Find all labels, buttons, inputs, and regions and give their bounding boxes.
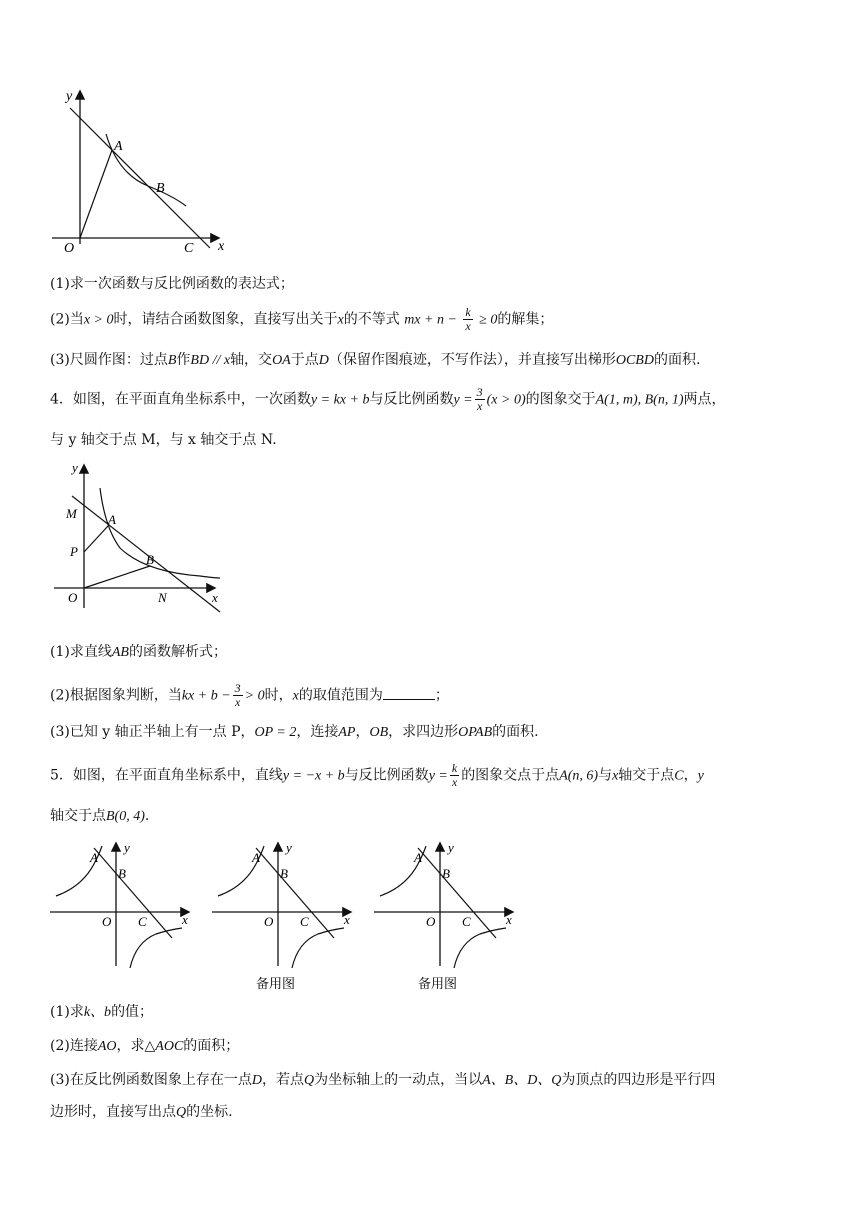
q5-intro: 5．如图，在平面直角坐标系中，直线y = −x + b与反比例函数y = $\frac{k}{x}$ 的图象交点于点A(n, 6)与x轴交于点C，y [50,761,704,789]
q4-part2: (2)根据图象判断，当kx + b − $\frac{3}{x}$ > 0时，x的取值范围为 ； [50,681,449,709]
q4-part1: (1)求直线AB的函数解析式； [50,644,227,660]
line-ac [70,108,210,248]
figure-q3-graph [48,84,238,256]
svg-text:x: x [344,912,350,927]
svg-text:O: O [68,590,78,605]
fraction-k-over-x: $\frac{k}{x}$ [465,305,471,333]
q5-part3: (3)在反比例函数图象上存在一点D，若点Q为坐标轴上的一动点，当以A、B、D、Q为顶点的四边形是平行四 [50,1072,716,1088]
svg-text:O: O [264,914,274,929]
label-a: A [114,139,123,154]
svg-text:N: N [158,590,167,605]
svg-text:C: C [300,914,309,929]
svg-text:B: B [146,552,154,567]
svg-text:y: y [448,840,454,855]
q5-part1: (1)求k、b的值； [50,1004,154,1020]
svg-text:O: O [426,914,436,929]
svg-text:M: M [66,506,77,521]
segment-oa [80,150,112,238]
svg-text:C: C [462,914,471,929]
label-x: x [218,239,225,254]
backup-caption-1: 备用图 [256,977,296,992]
svg-text:y: y [72,460,78,475]
q5-graph-main [50,840,188,968]
label-y: y [66,89,73,104]
figure-q4-graph [50,458,230,618]
svg-text:B: B [118,866,126,881]
label-c: C [184,241,194,256]
figure-q5-graphs [46,838,526,994]
svg-text:y: y [124,840,130,855]
svg-text:A: A [414,850,422,865]
q4-part3: (3)已知 y 轴正半轴上有一点 P，OP = 2，连接AP，OB，求四边形OPAB的面积. [50,724,539,740]
q5-intro-line2: 轴交于点B(0, 4). [50,808,150,824]
q4-intro-line2: 与 y 轴交于点 M，与 x 轴交于点 N. [50,432,277,448]
q5-graph-backup-1 [212,840,350,992]
answer-blank [383,685,435,700]
q3-part2: (2)当x > 0时，请结合函数图象，直接写出关于x的不等式 mx + n − $\frac{k}{x}$ ≥ 0的解集； [50,305,554,333]
svg-text:O: O [102,914,112,929]
q5-part3-line2: 边形时，直接写出点Q的坐标. [50,1104,233,1120]
svg-text:y: y [286,840,292,855]
svg-text:x: x [212,590,218,605]
svg-text:A: A [108,512,116,527]
svg-text:B: B [280,866,288,881]
label-b: B [156,181,165,196]
backup-caption-2: 备用图 [418,977,458,992]
segment-pa [84,526,108,552]
q3-part3: (3)尺圆作图：过点B作BD // x轴，交OA于点D（保留作图痕迹，不写作法），并直接写出梯形OCBD的面积. [50,352,701,368]
q5-graph-backup-2 [374,840,512,992]
segment-ob [84,566,150,588]
svg-text:x: x [506,912,512,927]
svg-text:P: P [70,544,78,559]
q5-part2: (2)连接AO，求△AOC的面积； [50,1038,240,1054]
svg-text:B: B [442,866,450,881]
svg-text:C: C [138,914,147,929]
svg-text:A: A [90,850,98,865]
label-o: O [64,241,75,256]
q4-intro: 4．如图，在平面直角坐标系中，一次函数y = kx + b与反比例函数y = $\frac{3}{x}$ (x > 0)的图象交于A(1, m), B(n, 1)两点， [50,385,726,413]
svg-text:A: A [252,850,260,865]
q3-part1: (1)求一次函数与反比例函数的表达式； [50,276,294,292]
svg-text:x: x [182,912,188,927]
